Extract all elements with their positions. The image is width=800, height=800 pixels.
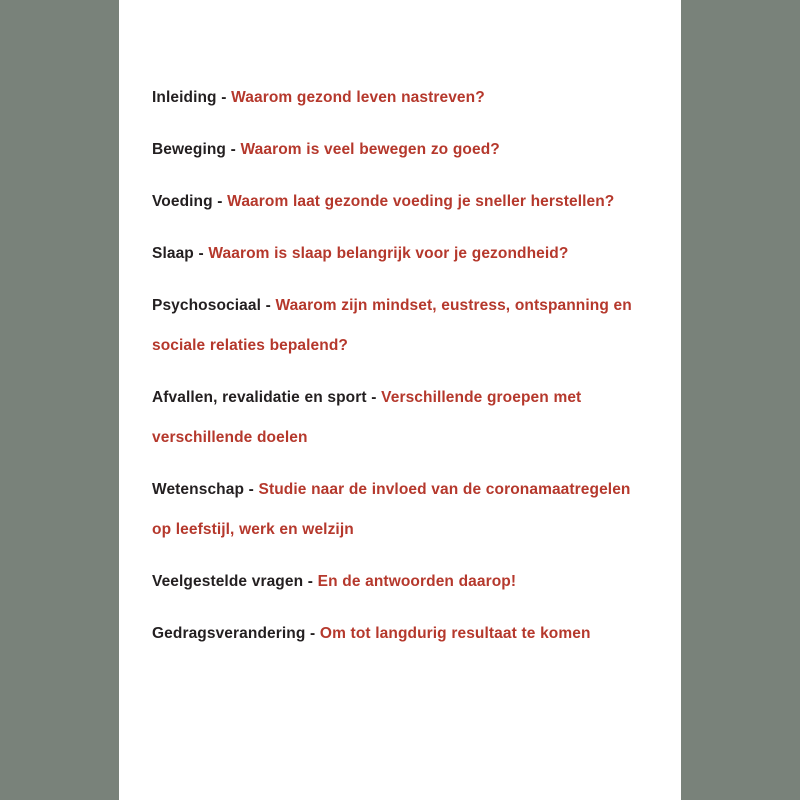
toc-entry[interactable] (152, 470, 652, 550)
toc-entry-description: Studie naar de invloed van de coronamaatregelen op leefstijl, werk en welzijn (152, 481, 631, 538)
toc-entry-separator: - (230, 141, 236, 158)
toc-entry-label: Voeding (152, 193, 213, 210)
toc-entry-label: Inleiding (152, 89, 217, 106)
toc-entry[interactable] (152, 286, 652, 366)
toc-entry-separator: - (217, 193, 223, 210)
toc-entry-separator: - (307, 573, 314, 590)
toc-entry[interactable] (152, 234, 652, 274)
toc-entry-description: Waarom zijn mindset, eustress, ontspanning en sociale relaties bepalend? (152, 297, 632, 354)
toc-entry-label: Slaap (152, 245, 194, 262)
toc-entry-description: Om tot langdurig resultaat te komen (319, 625, 591, 642)
toc-entry[interactable] (152, 562, 652, 602)
toc-entry-separator: - (221, 89, 227, 106)
toc-entry-label: Veelgestelde vragen (152, 573, 304, 590)
toc-entry-description: Waarom gezond leven nastreven? (231, 89, 485, 106)
toc-entry-separator: - (265, 297, 271, 314)
toc-entry[interactable] (152, 130, 652, 170)
toc-entry[interactable] (152, 182, 652, 222)
toc-entry-label: Wetenschap (152, 481, 245, 498)
toc-entry[interactable] (152, 78, 652, 118)
toc-entry-description: Waarom laat gezonde voeding je sneller herstellen? (227, 193, 615, 210)
toc-entry-label: Afvallen, revalidatie en sport (152, 389, 367, 406)
toc-entry-separator: - (198, 245, 204, 262)
toc-entry-separator: - (371, 389, 377, 406)
toc-entry-description: Waarom is slaap belangrijk voor je gezondheid? (208, 245, 569, 262)
document-page-card (119, 0, 681, 800)
toc-entry-label: Beweging (152, 141, 227, 158)
toc-entry-label: Psychosociaal (152, 297, 261, 314)
toc-entry-description: Waarom is veel bewegen zo goed? (240, 141, 500, 158)
toc-entry-separator: - (248, 481, 254, 498)
table-of-contents (152, 78, 652, 654)
toc-entry-description: En de antwoorden daarop! (317, 573, 517, 590)
toc-entry-description: Verschillende groepen met verschillende doelen (152, 389, 582, 446)
toc-entry[interactable] (152, 614, 652, 654)
toc-entry-label: Gedragsverandering (152, 625, 306, 642)
toc-entry[interactable] (152, 378, 652, 458)
toc-entry-separator: - (310, 625, 316, 642)
